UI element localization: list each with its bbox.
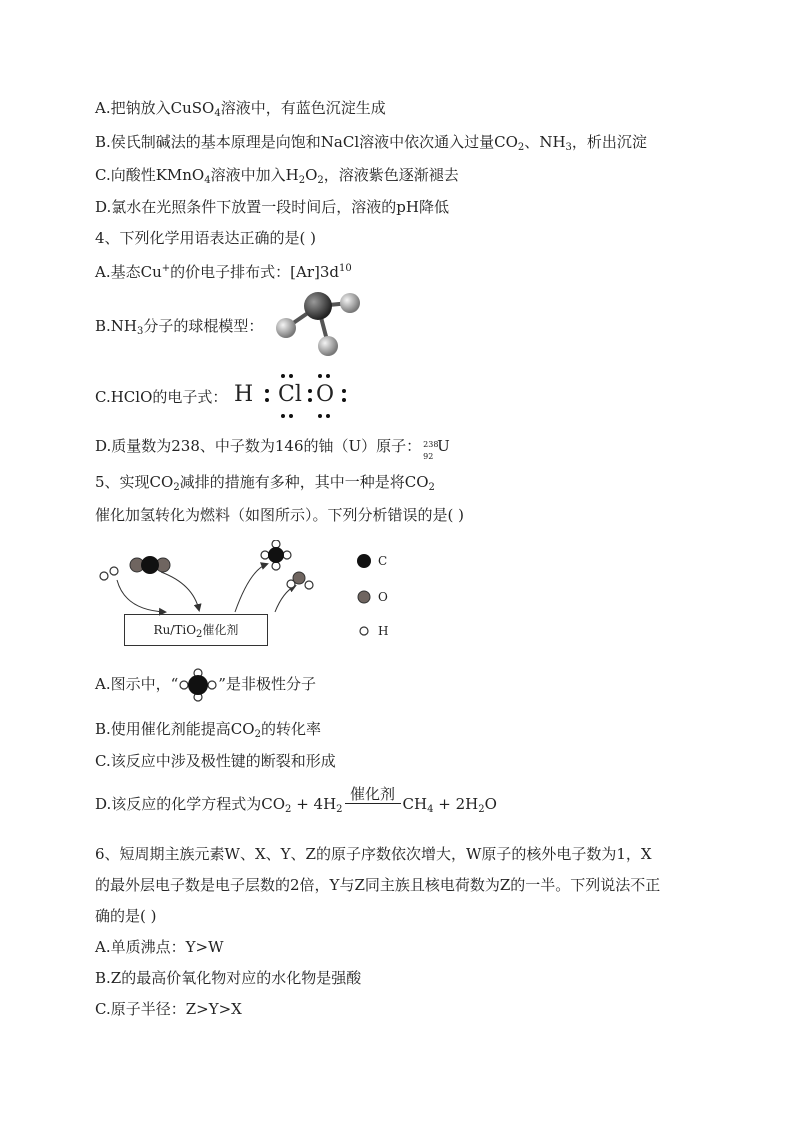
hclo-lewis-structure: H Cl O — [228, 370, 368, 422]
legend-h-label: H — [378, 624, 389, 638]
q5-option-d: D.该反应的化学方程式为$CO_2 + 4H_2$ 催化剂 $CH_4 + 2H_2O$ — [95, 785, 497, 815]
atom-legend — [355, 552, 375, 642]
q6-stem-line1: 6、短周期主族元素W、X、Y、Z的原子序数依次增大，W原子的核外电子数为1，X — [95, 845, 652, 863]
q3-option-b: B.侯氏制碱法的基本原理是向饱和NaCl溶液中依次通入过量$CO_2$、$NH_3$，析出沉淀 — [95, 133, 647, 153]
q6-option-b: B.Z的最高价氧化物对应的水化物是强酸 — [95, 969, 362, 987]
q3-option-a: A.把钠放入CuSO$_4$溶液中，有蓝色沉淀生成 — [95, 99, 386, 119]
uranium-isotope-notation: 238 92 — [423, 440, 439, 461]
q5-stem-line1: 5、实现$CO_2$减排的措施有多种，其中一种是将$CO_2$ — [95, 473, 435, 493]
q4-option-d: D.质量数为238、中子数为146的铀（U）原子： 238 92 U — [95, 437, 450, 461]
q5-option-a: A.图示中，“ ”是非极性分子 — [95, 674, 316, 694]
q6-stem-line2: 的最外层电子数是电子层数的2倍，Y与Z同主族且核电荷数为Z的一半。下列说法不正 — [95, 876, 661, 894]
q5-option-b: B.使用催化剂能提高$CO_2$的转化率 — [95, 720, 321, 740]
q4-option-c: C.HClO的电子式： — [95, 388, 228, 406]
q4-stem: 4、下列化学用语表达正确的是( ) — [95, 229, 317, 247]
q4-option-b: $B.NH_3$分子的球棍模型： — [95, 317, 264, 337]
q4-option-a: A.基态Cu+的价电子排布式：$[Ar]3d^{10}$ — [95, 263, 352, 281]
q3-option-d: D.氯水在光照条件下放置一段时间后，溶液的pH降低 — [95, 198, 449, 216]
q5-stem-line2: 催化加氢转化为燃料（如图所示）。下列分析错误的是( ) — [95, 506, 464, 524]
q6-option-c: C.原子半径：Z>Y>X — [95, 1000, 242, 1018]
legend-c-label: C — [378, 554, 388, 568]
q6-stem-line3: 确的是( ) — [95, 907, 157, 925]
nh3-ball-stick-model — [270, 286, 370, 362]
catalyst-box: Ru/TiO$_2$催化剂 — [124, 614, 268, 646]
q6-option-a: A.单质沸点：Y>W — [95, 938, 224, 956]
legend-o-label: O — [378, 590, 388, 604]
q5-option-c: C.该反应中涉及极性键的断裂和形成 — [95, 752, 336, 770]
ch4-molecule-icon — [178, 668, 218, 702]
q3-option-c: C.向酸性KMnO$_4$溶液中加入$H_2O_2$，溶液紫色逐渐褪去 — [95, 166, 459, 186]
reaction-condition: 催化剂 — [345, 786, 401, 804]
